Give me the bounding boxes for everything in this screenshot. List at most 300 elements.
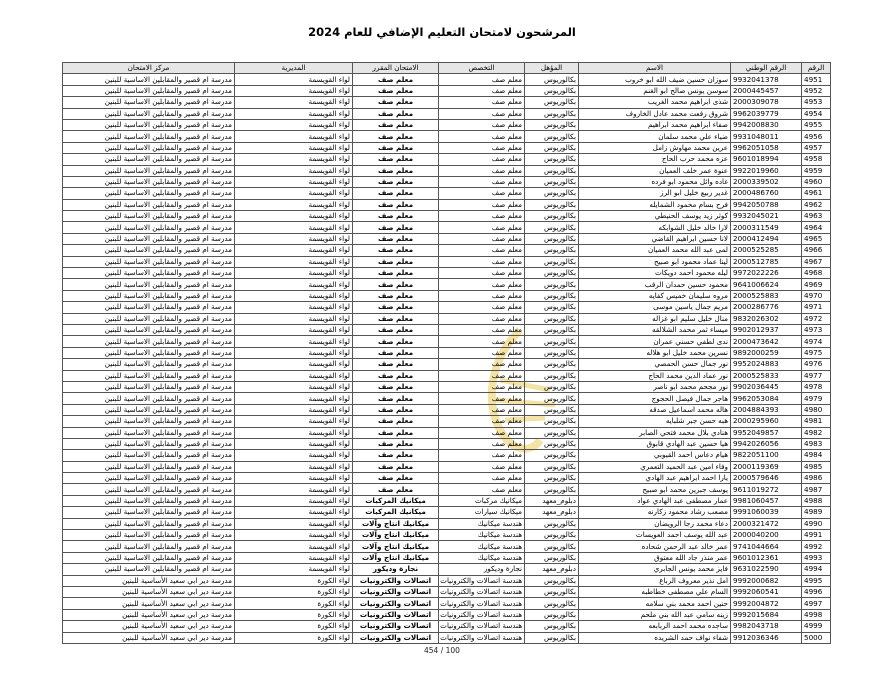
cell-num: 4955: [802, 119, 831, 130]
cell-name: هيام دعاس احمد القيوبي: [579, 450, 731, 461]
cell-national-id: 2000486760: [731, 188, 802, 199]
table-row: [63, 541, 831, 552]
cell-specialization: معلم صف: [439, 279, 525, 290]
cell-name: شفاء نواف حمد الشريده: [579, 632, 731, 643]
table-row: [63, 165, 831, 176]
cell-national-id: 9832026302: [731, 313, 802, 324]
cell-directorate: لواء القويسمة: [235, 108, 353, 119]
cell-num: 4973: [802, 324, 831, 335]
cell-name: هبه حسن جبر شلبايه: [579, 416, 731, 427]
cell-exam: معلم صف: [353, 393, 439, 404]
cell-national-id: 9641006624: [731, 279, 802, 290]
cell-qualification: بكالوريوس: [525, 609, 579, 620]
table-row: [63, 438, 831, 449]
cell-name: كوثر زيد يوسف الحنيطي: [579, 211, 731, 222]
cell-exam: معلم صف: [353, 176, 439, 187]
cell-directorate: لواء القويسمة: [235, 313, 353, 324]
cell-directorate: لواء القويسمة: [235, 211, 353, 222]
cell-directorate: لواء القويسمة: [235, 245, 353, 256]
cell-exam: معلم صف: [353, 416, 439, 427]
cell-exam-center: مدرسة ام قصير والمقابلين الاساسية للبنين: [63, 211, 235, 222]
cell-num: 4990: [802, 518, 831, 529]
cell-name: عمر خالد عبد الرحمن شحاده: [579, 541, 731, 552]
cell-qualification: بكالوريوس: [525, 461, 579, 472]
cell-num: 4953: [802, 97, 831, 108]
cell-exam-center: مدرسة ام قصير والمقابلين الاساسية للبنين: [63, 119, 235, 130]
cell-exam-center: مدرسة ام قصير والمقابلين الاساسية للبنين: [63, 484, 235, 495]
cell-exam-center: مدرسة دير ابي سعيد الأساسية للبنين: [63, 586, 235, 597]
cell-name: هاله محمد اسماعيل صدقه: [579, 404, 731, 415]
cell-num: 4962: [802, 199, 831, 210]
cell-national-id: 9912036346: [731, 632, 802, 643]
cell-exam-center: مدرسة ام قصير والمقابلين الاساسية للبنين: [63, 85, 235, 96]
table-row: [63, 233, 831, 244]
cell-qualification: بكالوريوس: [525, 518, 579, 529]
cell-exam-center: مدرسة ام قصير والمقابلين الاساسية للبنين: [63, 108, 235, 119]
table-row: [63, 336, 831, 347]
cell-exam: معلم صف: [353, 199, 439, 210]
cell-directorate: لواء القويسمة: [235, 518, 353, 529]
cell-qualification: بكالوريوس: [525, 290, 579, 301]
table-row: [63, 370, 831, 381]
cell-specialization: معلم صف: [439, 404, 525, 415]
cell-directorate: لواء الكورة: [235, 575, 353, 586]
cell-directorate: لواء القويسمة: [235, 233, 353, 244]
cell-name: فايز محمد يونس الجابري: [579, 564, 731, 575]
cell-specialization: هندسة اتصالات والكترونيات: [439, 621, 525, 632]
table-row: [63, 199, 831, 210]
cell-specialization: معلم صف: [439, 256, 525, 267]
cell-exam: اتصالات والكترونيات: [353, 621, 439, 632]
cell-directorate: لواء القويسمة: [235, 256, 353, 267]
header-exam-center: مركز الامتحان: [63, 63, 235, 74]
cell-directorate: لواء القويسمة: [235, 564, 353, 575]
cell-qualification: بكالوريوس: [525, 279, 579, 290]
cell-exam: معلم صف: [353, 131, 439, 142]
cell-exam-center: مدرسة ام قصير والمقابلين الاساسية للبنين: [63, 495, 235, 506]
cell-directorate: لواء القويسمة: [235, 427, 353, 438]
cell-exam-center: مدرسة ام قصير والمقابلين الاساسية للبنين: [63, 473, 235, 484]
cell-name: عمر منذر جاد الله معتوق: [579, 552, 731, 563]
table-row: [63, 416, 831, 427]
cell-directorate: لواء القويسمة: [235, 416, 353, 427]
cell-national-id: 2000119369: [731, 461, 802, 472]
cell-qualification: بكالوريوس: [525, 142, 579, 153]
cell-national-id: 9822051100: [731, 450, 802, 461]
cell-directorate: لواء القويسمة: [235, 176, 353, 187]
cell-exam: معلم صف: [353, 461, 439, 472]
cell-name: ليله محمود احمد دويكات: [579, 268, 731, 279]
cell-exam-center: مدرسة ام قصير والمقابلين الاساسية للبنين: [63, 176, 235, 187]
cell-national-id: 2000473642: [731, 336, 802, 347]
cell-directorate: لواء القويسمة: [235, 552, 353, 563]
cell-national-id: 2000311549: [731, 222, 802, 233]
cell-specialization: هندسة ميكانيك: [439, 541, 525, 552]
cell-name: سوسن يونس صالح ابو الغنم: [579, 85, 731, 96]
cell-specialization: معلم صف: [439, 211, 525, 222]
cell-name: لينا عماد محمود ابو صبيح: [579, 256, 731, 267]
cell-num: 4978: [802, 381, 831, 392]
table-row: [63, 176, 831, 187]
header-directorate: المديرية: [235, 63, 353, 74]
cell-specialization: معلم صف: [439, 142, 525, 153]
cell-exam: معلم صف: [353, 268, 439, 279]
table-row: [63, 279, 831, 290]
cell-exam: ميكانيك انتاج وآلات: [353, 518, 439, 529]
cell-exam-center: مدرسة دير ابي سعيد الأساسية للبنين: [63, 575, 235, 586]
cell-num: 4997: [802, 598, 831, 609]
cell-specialization: معلم صف: [439, 393, 525, 404]
cell-exam: معلم صف: [353, 370, 439, 381]
cell-directorate: لواء القويسمة: [235, 302, 353, 313]
cell-exam-center: مدرسة ام قصير والمقابلين الاساسية للبنين: [63, 438, 235, 449]
cell-exam: معلم صف: [353, 188, 439, 199]
cell-name: لمى عبد الله محمد العميان: [579, 245, 731, 256]
cell-num: 4985: [802, 461, 831, 472]
table-row: [63, 632, 831, 643]
cell-num: 4951: [802, 74, 831, 85]
cell-exam: معلم صف: [353, 108, 439, 119]
cell-specialization: ميكانيك سيارات: [439, 507, 525, 518]
cell-exam-center: مدرسة ام قصير والمقابلين الاساسية للبنين: [63, 347, 235, 358]
cell-national-id: 9962051058: [731, 142, 802, 153]
cell-name: فرح بسام محمود الشمايله: [579, 199, 731, 210]
cell-exam: معلم صف: [353, 450, 439, 461]
table-body: [63, 74, 831, 644]
table-row: [63, 245, 831, 256]
cell-directorate: لواء القويسمة: [235, 530, 353, 541]
cell-exam: معلم صف: [353, 359, 439, 370]
cell-num: 4956: [802, 131, 831, 142]
cell-directorate: لواء القويسمة: [235, 438, 353, 449]
table-row: [63, 290, 831, 301]
cell-exam-center: مدرسة ام قصير والمقابلين الاساسية للبنين: [63, 324, 235, 335]
cell-name: سوزان حسين ضيف الله ابو خروب: [579, 74, 731, 85]
cell-directorate: لواء القويسمة: [235, 165, 353, 176]
cell-directorate: لواء القويسمة: [235, 188, 353, 199]
cell-directorate: لواء القويسمة: [235, 393, 353, 404]
cell-exam-center: مدرسة ام قصير والمقابلين الاساسية للبنين: [63, 336, 235, 347]
cell-national-id: 9932041378: [731, 74, 802, 85]
cell-qualification: بكالوريوس: [525, 313, 579, 324]
cell-qualification: بكالوريوس: [525, 154, 579, 165]
cell-qualification: بكالوريوس: [525, 176, 579, 187]
cell-exam: معلم صف: [353, 438, 439, 449]
cell-num: 4981: [802, 416, 831, 427]
cell-directorate: لواء القويسمة: [235, 131, 353, 142]
cell-specialization: معلم صف: [439, 359, 525, 370]
table-row: [63, 154, 831, 165]
cell-directorate: لواء القويسمة: [235, 359, 353, 370]
table-row: [63, 381, 831, 392]
page-title: المرشحون لامتحان التعليم الإضافي للعام 2024: [308, 25, 576, 39]
cell-national-id: 2000339502: [731, 176, 802, 187]
cell-name: حنين احمد محمد بني سلامه: [579, 598, 731, 609]
cell-specialization: معلم صف: [439, 438, 525, 449]
cell-specialization: معلم صف: [439, 165, 525, 176]
cell-exam: معلم صف: [353, 256, 439, 267]
cell-qualification: بكالوريوس: [525, 108, 579, 119]
cell-directorate: لواء القويسمة: [235, 324, 353, 335]
cell-exam: اتصالات والكترونيات: [353, 575, 439, 586]
cell-exam-center: مدرسة ام قصير والمقابلين الاساسية للبنين: [63, 154, 235, 165]
cell-num: 4971: [802, 302, 831, 313]
cell-num: 4972: [802, 313, 831, 324]
cell-qualification: بكالوريوس: [525, 188, 579, 199]
cell-exam-center: مدرسة ام قصير والمقابلين الاساسية للبنين: [63, 279, 235, 290]
cell-qualification: بكالوريوس: [525, 552, 579, 563]
cell-national-id: 2000579646: [731, 473, 802, 484]
cell-num: 4958: [802, 154, 831, 165]
cell-specialization: معلم صف: [439, 473, 525, 484]
header-national-id: الرقم الوطني: [731, 63, 802, 74]
cell-name: وفاء امين عبد الحميد التعمري: [579, 461, 731, 472]
table-row: [63, 586, 831, 597]
cell-qualification: بكالوريوس: [525, 530, 579, 541]
cell-specialization: معلم صف: [439, 97, 525, 108]
cell-qualification: بكالوريوس: [525, 233, 579, 244]
cell-exam-center: مدرسة دير ابي سعيد الأساسية للبنين: [63, 632, 235, 643]
cell-national-id: 2000525833: [731, 370, 802, 381]
cell-exam-center: مدرسة ام قصير والمقابلين الاساسية للبنين: [63, 131, 235, 142]
table-row: [63, 518, 831, 529]
cell-national-id: 9942050788: [731, 199, 802, 210]
cell-specialization: معلم صف: [439, 450, 525, 461]
cell-national-id: 9992000682: [731, 575, 802, 586]
cell-directorate: لواء القويسمة: [235, 473, 353, 484]
cell-exam-center: مدرسة دير ابي سعيد الأساسية للبنين: [63, 609, 235, 620]
cell-name: ضياء علي محمد سلمان: [579, 131, 731, 142]
cell-national-id: 2000525285: [731, 245, 802, 256]
cell-national-id: 9952024883: [731, 359, 802, 370]
cell-national-id: 2000445457: [731, 85, 802, 96]
cell-national-id: 2000525883: [731, 290, 802, 301]
cell-num: 4996: [802, 586, 831, 597]
cell-specialization: هندسة ميكانيك: [439, 530, 525, 541]
cell-qualification: بكالوريوس: [525, 222, 579, 233]
cell-num: 4983: [802, 438, 831, 449]
cell-specialization: معلم صف: [439, 324, 525, 335]
cell-qualification: بكالوريوس: [525, 621, 579, 632]
cell-specialization: معلم صف: [439, 461, 525, 472]
cell-qualification: دبلوم_معهد: [525, 507, 579, 518]
cell-qualification: بكالوريوس: [525, 85, 579, 96]
table-row: [63, 484, 831, 495]
cell-national-id: 9931048011: [731, 131, 802, 142]
cell-directorate: لواء القويسمة: [235, 85, 353, 96]
cell-qualification: بكالوريوس: [525, 370, 579, 381]
cell-specialization: معلم صف: [439, 233, 525, 244]
cell-national-id: 2000321472: [731, 518, 802, 529]
cell-directorate: لواء الكورة: [235, 598, 353, 609]
cell-exam-center: مدرسة ام قصير والمقابلين الاساسية للبنين: [63, 416, 235, 427]
cell-directorate: لواء القويسمة: [235, 119, 353, 130]
cell-exam: معلم صف: [353, 245, 439, 256]
cell-directorate: لواء القويسمة: [235, 381, 353, 392]
cell-exam-center: مدرسة ام قصير والمقابلين الاساسية للبنين: [63, 302, 235, 313]
cell-specialization: معلم صف: [439, 85, 525, 96]
cell-name: يارا احمد ابراهيم عبد الهادي: [579, 473, 731, 484]
cell-specialization: معلم صف: [439, 347, 525, 358]
cell-exam-center: مدرسة ام قصير والمقابلين الاساسية للبنين: [63, 233, 235, 244]
cell-num: 4965: [802, 233, 831, 244]
cell-exam-center: مدرسة ام قصير والمقابلين الاساسية للبنين: [63, 290, 235, 301]
cell-num: 4984: [802, 450, 831, 461]
cell-directorate: لواء القويسمة: [235, 290, 353, 301]
cell-specialization: معلم صف: [439, 302, 525, 313]
cell-exam: معلم صف: [353, 290, 439, 301]
cell-num: 4993: [802, 552, 831, 563]
cell-national-id: 9601018994: [731, 154, 802, 165]
cell-qualification: بكالوريوس: [525, 473, 579, 484]
cell-num: 4968: [802, 268, 831, 279]
cell-name: السام علي مصطفى خطاطبه: [579, 586, 731, 597]
cell-num: 5000: [802, 632, 831, 643]
cell-specialization: معلم صف: [439, 108, 525, 119]
cell-qualification: بكالوريوس: [525, 416, 579, 427]
cell-specialization: معلم صف: [439, 427, 525, 438]
cell-exam: معلم صف: [353, 211, 439, 222]
cell-exam-center: مدرسة ام قصير والمقابلين الاساسية للبنين: [63, 188, 235, 199]
cell-national-id: 9932045021: [731, 211, 802, 222]
cell-national-id: 2000512785: [731, 256, 802, 267]
cell-national-id: 9981060457: [731, 495, 802, 506]
cell-specialization: نجارة وديكور: [439, 564, 525, 575]
cell-qualification: بكالوريوس: [525, 575, 579, 586]
cell-directorate: لواء القويسمة: [235, 450, 353, 461]
header-specialization: التخصص: [439, 63, 525, 74]
cell-national-id: 9962039779: [731, 108, 802, 119]
cell-name: مصعب رشاد محمود زكارنه: [579, 507, 731, 518]
header-exam: الامتحان المقرر: [353, 63, 439, 74]
cell-national-id: 2004884393: [731, 404, 802, 415]
cell-name: لانا حسين ابراهيم القاضي: [579, 233, 731, 244]
cell-exam: معلم صف: [353, 336, 439, 347]
cell-directorate: لواء القويسمة: [235, 541, 353, 552]
table-header-row: [63, 63, 831, 74]
cell-num: 4982: [802, 427, 831, 438]
cell-national-id: 2000295960: [731, 416, 802, 427]
cell-exam-center: مدرسة ام قصير والمقابلين الاساسية للبنين: [63, 268, 235, 279]
cell-name: هاجر جمال فيصل الحجوج: [579, 393, 731, 404]
cell-directorate: لواء القويسمة: [235, 279, 353, 290]
cell-national-id: 9992004872: [731, 598, 802, 609]
cell-num: 4975: [802, 347, 831, 358]
table-row: [63, 256, 831, 267]
cell-exam-center: مدرسة ام قصير والمقابلين الاساسية للبنين: [63, 313, 235, 324]
cell-exam-center: مدرسة ام قصير والمقابلين الاساسية للبنين: [63, 142, 235, 153]
cell-specialization: معلم صف: [439, 370, 525, 381]
cell-specialization: معلم صف: [439, 154, 525, 165]
cell-specialization: معلم صف: [439, 119, 525, 130]
cell-national-id: 9942008830: [731, 119, 802, 130]
cell-exam-center: مدرسة ام قصير والمقابلين الاساسية للبنين: [63, 518, 235, 529]
cell-name: امل نذير معروف الرباع: [579, 575, 731, 586]
cell-specialization: معلم صف: [439, 484, 525, 495]
cell-national-id: 2000040200: [731, 530, 802, 541]
cell-qualification: بكالوريوس: [525, 347, 579, 358]
cell-qualification: بكالوريوس: [525, 632, 579, 643]
cell-name: عرين محمد مهاوش زامل: [579, 142, 731, 153]
cell-exam: معلم صف: [353, 484, 439, 495]
cell-num: 4970: [802, 290, 831, 301]
cell-exam-center: مدرسة ام قصير والمقابلين الاساسية للبنين: [63, 427, 235, 438]
cell-exam: نجارة وديكور: [353, 564, 439, 575]
candidates-table: [62, 62, 831, 644]
cell-num: 4952: [802, 85, 831, 96]
cell-specialization: هندسة اتصالات والكترونيات: [439, 586, 525, 597]
cell-qualification: بكالوريوس: [525, 336, 579, 347]
cell-directorate: لواء القويسمة: [235, 404, 353, 415]
cell-exam-center: مدرسة دير ابي سعيد الأساسية للبنين: [63, 621, 235, 632]
table-row: [63, 507, 831, 518]
cell-name: نور عماد الدين محمد الحاج: [579, 370, 731, 381]
cell-exam: اتصالات والكترونيات: [353, 586, 439, 597]
cell-directorate: لواء القويسمة: [235, 222, 353, 233]
cell-name: غاده وائل محمود ابو فرده: [579, 176, 731, 187]
cell-specialization: معلم صف: [439, 381, 525, 392]
cell-exam-center: مدرسة ام قصير والمقابلين الاساسية للبنين: [63, 97, 235, 108]
cell-national-id: 9942026056: [731, 438, 802, 449]
cell-name: دعاء محمد رجا الرويضان: [579, 518, 731, 529]
cell-qualification: بكالوريوس: [525, 450, 579, 461]
cell-qualification: بكالوريوس: [525, 199, 579, 210]
cell-qualification: بكالوريوس: [525, 302, 579, 313]
cell-exam-center: مدرسة ام قصير والمقابلين الاساسية للبنين: [63, 564, 235, 575]
cell-national-id: 9982043718: [731, 621, 802, 632]
cell-name: عمار مصطفى عبد الهادي عواد: [579, 495, 731, 506]
cell-num: 4954: [802, 108, 831, 119]
cell-directorate: لواء القويسمة: [235, 347, 353, 358]
cell-exam-center: مدرسة ام قصير والمقابلين الاساسية للبنين: [63, 359, 235, 370]
cell-national-id: 9741044664: [731, 541, 802, 552]
cell-num: 4974: [802, 336, 831, 347]
cell-national-id: 9972022226: [731, 268, 802, 279]
cell-national-id: 9601012361: [731, 552, 802, 563]
cell-exam-center: مدرسة ام قصير والمقابلين الاساسية للبنين: [63, 381, 235, 392]
cell-specialization: هندسة ميكانيك: [439, 552, 525, 563]
cell-name: مروه سليمان خميس كفايه: [579, 290, 731, 301]
cell-exam-center: مدرسة ام قصير والمقابلين الاساسية للبنين: [63, 370, 235, 381]
cell-specialization: معلم صف: [439, 313, 525, 324]
cell-exam: معلم صف: [353, 347, 439, 358]
table-row: [63, 142, 831, 153]
cell-qualification: بكالوريوس: [525, 438, 579, 449]
cell-num: 4999: [802, 621, 831, 632]
cell-qualification: بكالوريوس: [525, 256, 579, 267]
cell-qualification: بكالوريوس: [525, 165, 579, 176]
table-row: [63, 85, 831, 96]
cell-exam-center: مدرسة ام قصير والمقابلين الاساسية للبنين: [63, 507, 235, 518]
table-row: [63, 324, 831, 335]
cell-qualification: بكالوريوس: [525, 359, 579, 370]
header-num: الرقم: [802, 63, 831, 74]
cell-exam: معلم صف: [353, 381, 439, 392]
cell-exam-center: مدرسة ام قصير والمقابلين الاساسية للبنين: [63, 404, 235, 415]
table-row: [63, 97, 831, 108]
cell-num: 4994: [802, 564, 831, 575]
cell-num: 4957: [802, 142, 831, 153]
table-row: [63, 495, 831, 506]
cell-num: 4989: [802, 507, 831, 518]
table-row: [63, 598, 831, 609]
table-row: [63, 564, 831, 575]
cell-exam: اتصالات والكترونيات: [353, 598, 439, 609]
table-row: [63, 393, 831, 404]
table-row: [63, 268, 831, 279]
page-number: 100 / 454: [424, 646, 460, 655]
cell-national-id: 9962053084: [731, 393, 802, 404]
